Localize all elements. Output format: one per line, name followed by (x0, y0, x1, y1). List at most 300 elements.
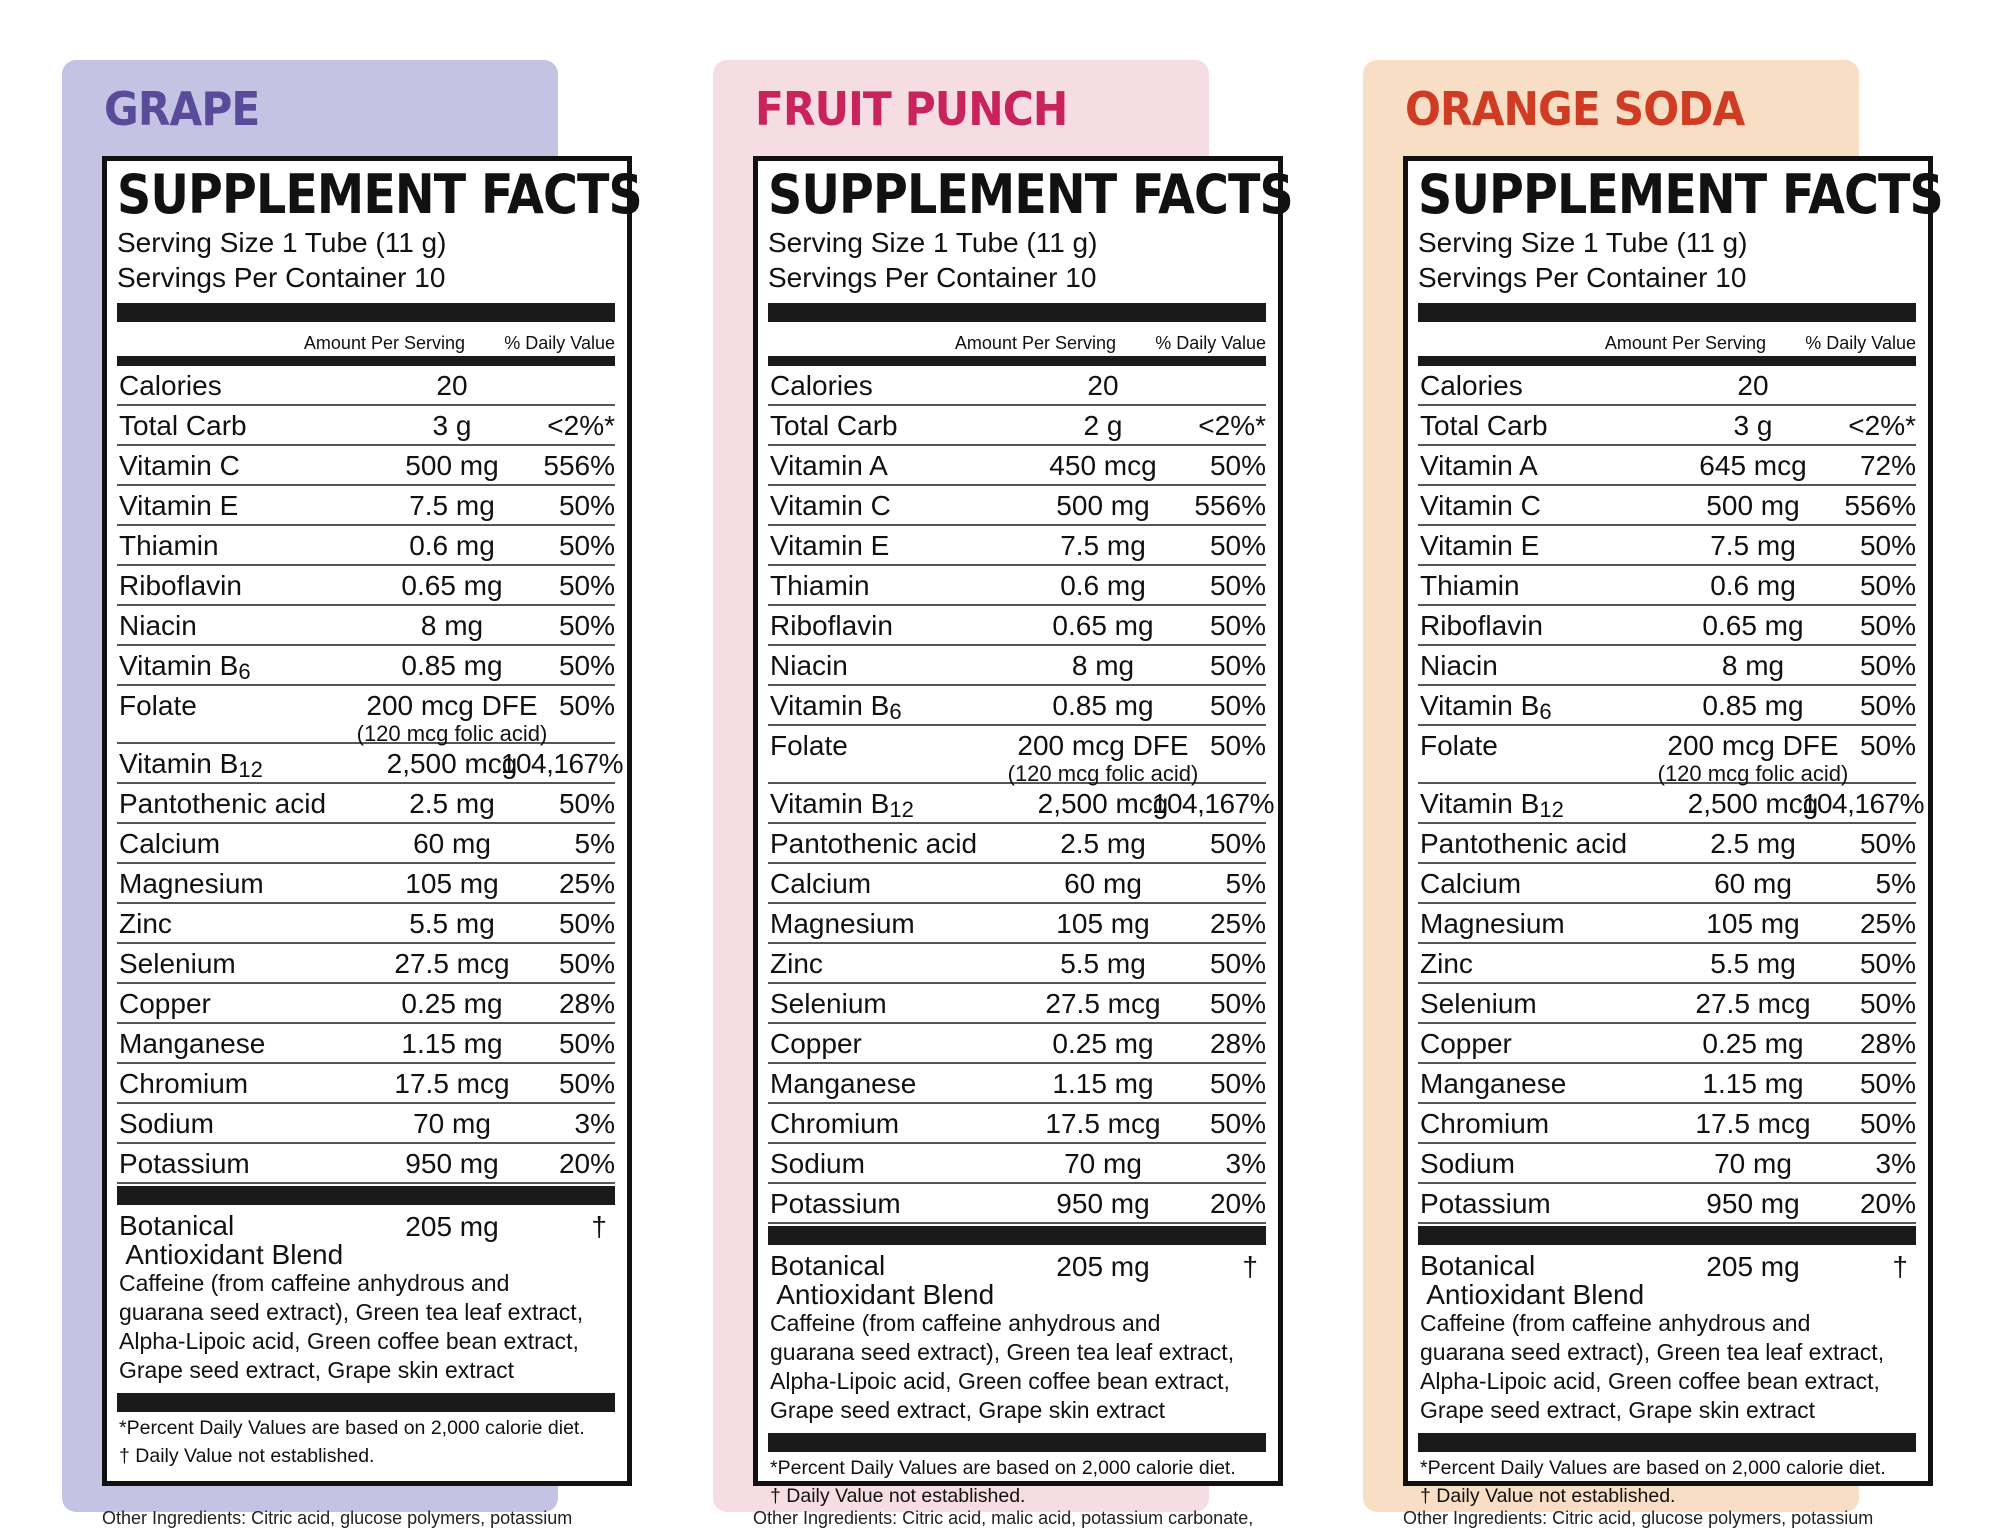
nutrient-name (770, 868, 871, 900)
nutrient-name (770, 610, 893, 642)
nutrient-amount: 60 mg (1064, 868, 1142, 899)
nutrient-name (1420, 948, 1473, 980)
nutrient-row (117, 686, 615, 744)
nutrient-name-text: Copper (119, 988, 211, 1019)
nutrient-amount: 70 mg (413, 1108, 491, 1139)
nutrient-row (1418, 864, 1916, 904)
nutrient-amount: 20 (1737, 370, 1769, 401)
nutrient-name-text: Calories (1420, 370, 1523, 401)
nutrient-row (1418, 446, 1916, 486)
nutrient-name-text: Sodium (770, 1148, 865, 1179)
botanical-name (1420, 1251, 1644, 1309)
nutrient-name (119, 788, 326, 820)
nutrient-name-text: Thiamin (1420, 570, 1520, 601)
nutrient-name (770, 788, 914, 823)
nutrient-name (119, 948, 236, 980)
serving-size: Serving Size 1 Tube (11 g) (117, 227, 447, 258)
nutrient-daily-value: 50% (558, 1068, 615, 1099)
ingredient-line: guarana seed extract), Green tea leaf extract, (1420, 1339, 1885, 1365)
nutrient-row (768, 406, 1266, 446)
botanical-amount: 205 mg (1056, 1251, 1150, 1282)
nutrient-daily-value: 556% (543, 450, 615, 481)
nutrient-name-text: Niacin (770, 650, 848, 681)
nutrient-amount: 27.5 mcg (1045, 988, 1161, 1019)
nutrient-row (1418, 824, 1916, 864)
servings-per-container: Servings Per Container 10 (768, 262, 1097, 293)
nutrient-amount: 0.85 mg (1702, 690, 1804, 721)
nutrient-amount: 3 g (432, 410, 472, 441)
nutrient-name-text: Vitamin A (770, 450, 888, 481)
nutrient-daily-value: 5% (1875, 868, 1916, 899)
nutrient-daily-value: 50% (558, 530, 615, 561)
nutrient-row (1418, 1184, 1916, 1224)
nutrient-name (770, 1068, 916, 1100)
nutrient-name (1420, 410, 1548, 442)
divider-thick (1418, 1226, 1916, 1245)
nutrient-amount: 8 mg (420, 610, 484, 641)
nutrient-amount: 105 mg (1056, 908, 1150, 939)
nutrient-daily-value: 72% (1859, 450, 1916, 481)
nutrient-amount: 1.15 mg (1052, 1068, 1154, 1099)
nutrient-amount: 1.15 mg (401, 1028, 503, 1059)
nutrient-name-text: Selenium (119, 948, 236, 979)
nutrient-name (119, 570, 242, 602)
nutrient-row (768, 526, 1266, 566)
nutrient-amount: 0.25 mg (1052, 1028, 1154, 1059)
nutrient-name-text: Copper (770, 1028, 862, 1059)
nutrient-daily-value: 104,167% (500, 748, 623, 779)
nutrient-amount: 2 g (1083, 410, 1123, 441)
divider-thick (1418, 1433, 1916, 1452)
nutrient-row (768, 944, 1266, 984)
nutrient-name-text: Calories (770, 370, 873, 401)
nutrient-name-text: Potassium (770, 1188, 901, 1219)
ingredient-line: Caffeine (from caffeine anhydrous and (770, 1310, 1161, 1336)
nutrient-daily-value: 50% (1859, 570, 1916, 601)
nutrient-daily-value: 50% (1209, 948, 1266, 979)
nutrient-name-text: Sodium (119, 1108, 214, 1139)
nutrient-daily-value: 25% (1209, 908, 1266, 939)
nutrient-daily-value: 50% (1209, 988, 1266, 1019)
nutrient-name (1420, 730, 1498, 762)
nutrient-name (770, 650, 848, 682)
nutrient-row (1418, 566, 1916, 606)
daily-value-header: % Daily Value (1155, 333, 1266, 353)
nutrient-daily-value: 104,167% (1801, 788, 1924, 819)
nutrient-amount: 0.6 mg (1060, 570, 1146, 601)
nutrient-name-text: Magnesium (770, 908, 915, 939)
nutrient-amount: 2,500 mcg (386, 748, 518, 779)
flavor-panel (1363, 0, 1998, 1528)
nutrient-name-text: Copper (1420, 1028, 1512, 1059)
nutrient-name-text: Selenium (1420, 988, 1537, 1019)
nutrient-name (1420, 490, 1541, 522)
nutrient-name (1420, 650, 1498, 682)
nutrient-daily-value: 50% (1209, 1108, 1266, 1139)
nutrient-daily-value: 20% (1859, 1188, 1916, 1219)
nutrient-note: (120 mcg folic acid) (1007, 761, 1199, 786)
nutrient-daily-value: 50% (1209, 690, 1266, 721)
ingredient-line: Caffeine (from caffeine anhydrous and (1420, 1310, 1811, 1336)
nutrient-amount: 0.85 mg (401, 650, 503, 681)
nutrient-daily-value: 50% (1209, 530, 1266, 561)
botanical-name (119, 1211, 343, 1269)
nutrient-row (117, 646, 615, 686)
nutrient-amount: 8 mg (1071, 650, 1135, 681)
nutrient-amount: 950 mg (1706, 1188, 1800, 1219)
nutrient-subscript: 12 (238, 757, 263, 782)
ingredient-line: Alpha-Lipoic acid, Green coffee bean extract, (119, 1328, 579, 1354)
nutrient-amount: 27.5 mcg (1695, 988, 1811, 1019)
nutrient-daily-value: 50% (558, 788, 615, 819)
nutrient-name-text: Calcium (770, 868, 872, 899)
nutrient-name-text: Niacin (119, 610, 197, 641)
nutrient-name-text: Vitamin C (770, 490, 891, 521)
nutrient-name (119, 450, 240, 482)
nutrient-amount: 20 (1087, 370, 1119, 401)
nutrient-name-text: Pantothenic acid (119, 788, 327, 819)
nutrient-name (119, 410, 247, 442)
nutrient-daily-value: 50% (1859, 828, 1916, 859)
nutrient-name (1420, 530, 1539, 562)
nutrient-row (1418, 784, 1924, 824)
nutrient-daily-value: <2%* (547, 410, 615, 441)
amount-per-serving-header: Amount Per Serving (954, 333, 1116, 353)
nutrient-name (770, 1148, 865, 1180)
divider-thick (768, 1226, 1266, 1245)
nutrient-amount: 8 mg (1721, 650, 1785, 681)
nutrient-amount: 17.5 mcg (394, 1068, 510, 1099)
nutrient-daily-value: 50% (558, 650, 615, 681)
nutrient-subscript: 6 (238, 659, 251, 684)
nutrient-daily-value: 50% (1209, 828, 1266, 859)
divider-thick (768, 303, 1266, 322)
nutrient-row (117, 784, 615, 824)
footnote-daily-values: *Percent Daily Values are based on 2,000 calorie diet. (770, 1457, 1236, 1479)
nutrient-daily-value: 25% (558, 868, 615, 899)
nutrient-note: (120 mcg folic acid) (356, 721, 548, 746)
nutrient-row (768, 984, 1266, 1024)
nutrient-row (1418, 1024, 1916, 1064)
nutrient-name-text: Calories (119, 370, 222, 401)
nutrient-amount: 950 mg (1056, 1188, 1150, 1219)
botanical-name-line1: Botanical (1420, 1250, 1536, 1281)
nutrient-row (1418, 944, 1916, 984)
nutrient-daily-value: 50% (1209, 450, 1266, 481)
nutrient-daily-value: 50% (1859, 1108, 1916, 1139)
nutrient-row (768, 1144, 1266, 1184)
blend-ingredients (770, 1309, 1266, 1425)
nutrient-daily-value: 50% (558, 610, 615, 641)
nutrient-row (1418, 1104, 1916, 1144)
nutrient-amount: 2.5 mg (1710, 828, 1796, 859)
nutrient-name (1420, 1148, 1515, 1180)
nutrient-amount: 200 mcg DFE (366, 690, 538, 721)
amount-per-serving-header: Amount Per Serving (1604, 333, 1766, 353)
nutrient-name-text: Calcium (119, 828, 221, 859)
nutrient-amount: 5.5 mg (1060, 948, 1146, 979)
nutrient-amount: 7.5 mg (1060, 530, 1146, 561)
nutrient-row (1418, 726, 1916, 784)
nutrient-name (770, 450, 888, 482)
flavor-panel (713, 0, 1353, 1528)
botanical-amount: 205 mg (1706, 1251, 1800, 1282)
nutrient-name (770, 370, 873, 402)
nutrient-name-text: Riboflavin (1420, 610, 1543, 641)
nutrient-row (768, 606, 1266, 646)
dagger-mark: † (1892, 1251, 1908, 1282)
nutrient-name-text: Chromium (770, 1108, 900, 1139)
nutrient-row (1418, 366, 1916, 406)
nutrient-row (117, 1144, 615, 1184)
nutrient-amount: 0.65 mg (1052, 610, 1154, 641)
facts-title: SUPPLEMENT FACTS (1418, 163, 1943, 226)
nutrient-name (119, 828, 220, 860)
nutrient-amount: 2,500 mcg (1037, 788, 1169, 819)
nutrient-name (1420, 1188, 1551, 1220)
nutrient-row (117, 864, 615, 904)
nutrient-name-text: Vitamin E (1420, 530, 1540, 561)
nutrient-row (1418, 406, 1916, 446)
divider-medium (768, 356, 1266, 366)
nutrient-row (1418, 646, 1916, 686)
nutrient-row (768, 566, 1266, 606)
nutrient-name (1420, 988, 1537, 1020)
supplement-facts-label (753, 156, 1293, 1507)
nutrient-name-text: Vitamin A (1420, 450, 1538, 481)
nutrient-subscript: 6 (1539, 699, 1552, 724)
nutrient-row (1418, 486, 1916, 526)
blend-ingredients (119, 1269, 615, 1385)
divider-thick (117, 1186, 615, 1205)
nutrient-amount: 1.15 mg (1702, 1068, 1804, 1099)
nutrient-amount: 0.25 mg (1702, 1028, 1804, 1059)
ingredient-line: Grape seed extract, Grape skin extract (119, 1357, 515, 1383)
nutrient-row (117, 984, 615, 1024)
nutrient-name (119, 1028, 265, 1060)
divider-thick (117, 303, 615, 322)
nutrient-amount: 500 mg (405, 450, 499, 481)
nutrient-name (119, 748, 263, 783)
nutrient-daily-value: 50% (558, 1028, 615, 1059)
nutrient-name (1420, 788, 1564, 823)
nutrient-row (1418, 1144, 1916, 1184)
nutrient-name-text: Selenium (770, 988, 887, 1019)
ingredient-line: Grape seed extract, Grape skin extract (770, 1397, 1166, 1423)
nutrient-name-text: Riboflavin (770, 610, 893, 641)
nutrient-name (1420, 1068, 1566, 1100)
nutrient-amount: 2.5 mg (409, 788, 495, 819)
nutrient-name-text: Folate (1420, 730, 1498, 761)
nutrient-name-text: Zinc (1420, 948, 1473, 979)
nutrient-name-text: Folate (119, 690, 197, 721)
supplement-facts-label (102, 156, 642, 1486)
nutrient-amount: 17.5 mcg (1045, 1108, 1161, 1139)
nutrient-name (770, 730, 848, 762)
nutrient-name-text: Vitamin B (119, 748, 239, 779)
nutrient-daily-value: 50% (1859, 530, 1916, 561)
nutrient-row (768, 366, 1266, 406)
nutrient-daily-value: 5% (1225, 868, 1266, 899)
nutrient-name (119, 988, 211, 1020)
nutrient-name-text: Vitamin C (119, 450, 240, 481)
nutrient-amount: 5.5 mg (1710, 948, 1796, 979)
nutrient-name (1420, 828, 1627, 860)
nutrient-name (1420, 450, 1538, 482)
servings-per-container: Servings Per Container 10 (1418, 262, 1747, 293)
nutrient-name-text: Pantothenic acid (770, 828, 978, 859)
facts-title: SUPPLEMENT FACTS (768, 163, 1293, 226)
blend-ingredients (1420, 1309, 1916, 1425)
nutrient-name (119, 690, 197, 722)
nutrient-daily-value: 28% (558, 988, 615, 1019)
nutrient-row (117, 904, 615, 944)
facts-title: SUPPLEMENT FACTS (117, 163, 642, 226)
nutrient-daily-value: 3% (574, 1108, 615, 1139)
divider-thick (768, 1433, 1266, 1452)
nutrient-name (119, 1148, 250, 1180)
nutrient-amount: 70 mg (1714, 1148, 1792, 1179)
nutrient-amount: 2.5 mg (1060, 828, 1146, 859)
nutrient-daily-value: 50% (1859, 730, 1916, 761)
nutrient-row (768, 1024, 1266, 1064)
nutrient-daily-value: 50% (1859, 1068, 1916, 1099)
nutrient-row (117, 566, 615, 606)
nutrient-amount: 0.85 mg (1052, 690, 1154, 721)
botanical-name-line1: Botanical (770, 1250, 886, 1281)
nutrient-daily-value: 3% (1225, 1148, 1266, 1179)
nutrient-daily-value: 556% (1844, 490, 1916, 521)
divider-medium (1418, 356, 1916, 366)
ingredient-line: Alpha-Lipoic acid, Green coffee bean extract, (770, 1368, 1230, 1394)
nutrient-name (1420, 690, 1552, 725)
footnote-dagger: † Daily Value not established. (770, 1485, 1026, 1507)
nutrient-daily-value: 50% (1209, 650, 1266, 681)
nutrient-name-text: Potassium (119, 1148, 250, 1179)
nutrient-row (768, 864, 1266, 904)
nutrient-row (1418, 686, 1916, 726)
nutrient-row (768, 1104, 1266, 1144)
nutrient-name (1420, 610, 1543, 642)
nutrient-name (770, 490, 891, 522)
footnote-dagger: † Daily Value not established. (119, 1445, 375, 1467)
nutrient-name-text: Vitamin B (770, 788, 890, 819)
nutrient-amount: 500 mg (1056, 490, 1150, 521)
other-ingredients: Other Ingredients: Citric acid, glucose polymers, potassium (102, 1508, 573, 1528)
nutrient-row (117, 944, 615, 984)
nutrient-name-text: Magnesium (119, 868, 264, 899)
column-header (1418, 322, 1916, 356)
serving-size: Serving Size 1 Tube (11 g) (1418, 227, 1748, 258)
nutrient-daily-value: <2%* (1848, 410, 1916, 441)
nutrient-daily-value: 104,167% (1151, 788, 1274, 819)
nutrient-name (119, 1108, 214, 1140)
nutrient-row (117, 486, 615, 526)
nutrient-daily-value: 5% (574, 828, 615, 859)
nutrient-name-text: Riboflavin (119, 570, 242, 601)
nutrient-daily-value: 50% (1859, 988, 1916, 1019)
ingredient-line: guarana seed extract), Green tea leaf extract, (770, 1339, 1235, 1365)
nutrient-amount: 950 mg (405, 1148, 499, 1179)
nutrient-amount: 200 mcg DFE (1667, 730, 1839, 761)
nutrient-amount: 20 (436, 370, 468, 401)
nutrient-name-text: Calcium (1420, 868, 1522, 899)
nutrient-amount: 60 mg (413, 828, 491, 859)
nutrient-name-text: Vitamin B (1420, 690, 1540, 721)
dagger-mark: † (1242, 1251, 1258, 1282)
nutrient-name (770, 530, 889, 562)
nutrient-row (768, 446, 1266, 486)
nutrient-daily-value: 50% (1859, 650, 1916, 681)
nutrient-amount: 2,500 mcg (1687, 788, 1819, 819)
nutrient-name-text: Vitamin B (1420, 788, 1540, 819)
nutrient-name (770, 1028, 862, 1060)
nutrient-name (119, 868, 264, 900)
nutrient-row (1418, 984, 1916, 1024)
nutrient-daily-value: 25% (1859, 908, 1916, 939)
nutrient-row (117, 526, 615, 566)
nutrient-name (770, 1188, 901, 1220)
nutrient-row (768, 1184, 1266, 1224)
ingredient-line: Alpha-Lipoic acid, Green coffee bean extract, (1420, 1368, 1880, 1394)
nutrient-row (768, 784, 1274, 824)
botanical-name (770, 1251, 994, 1309)
nutrient-name (770, 1108, 899, 1140)
nutrient-amount: 3 g (1733, 410, 1773, 441)
column-header (768, 322, 1266, 356)
nutrient-name (770, 410, 898, 442)
nutrient-row (117, 406, 615, 446)
flavor-title: FRUIT PUNCH (755, 82, 1068, 136)
nutrient-row (117, 366, 615, 406)
nutrient-daily-value: 50% (1209, 730, 1266, 761)
nutrient-subscript: 6 (889, 699, 902, 724)
other-ingredients: Other Ingredients: Citric acid, glucose polymers, potassium (1403, 1508, 1874, 1528)
nutrient-name (770, 690, 902, 725)
nutrient-daily-value: 50% (558, 908, 615, 939)
nutrient-name-text: Total Carb (1420, 410, 1548, 441)
nutrient-row (768, 646, 1266, 686)
nutrient-name-text: Total Carb (119, 410, 247, 441)
nutrient-amount: 27.5 mcg (394, 948, 510, 979)
nutrient-daily-value: 50% (1859, 610, 1916, 641)
nutrient-amount: 70 mg (1064, 1148, 1142, 1179)
botanical-amount: 205 mg (405, 1211, 499, 1242)
footnote-daily-values: *Percent Daily Values are based on 2,000 calorie diet. (1420, 1457, 1886, 1479)
nutrient-name-text: Manganese (1420, 1068, 1567, 1099)
nutrient-name (770, 988, 887, 1020)
nutrient-subscript: 12 (1539, 797, 1564, 822)
nutrient-name (119, 1068, 248, 1100)
nutrient-row (117, 1064, 615, 1104)
botanical-row (768, 1245, 1266, 1310)
nutrient-name-text: Vitamin C (1420, 490, 1541, 521)
nutrient-daily-value: 20% (558, 1148, 615, 1179)
nutrient-amount: 0.65 mg (401, 570, 503, 601)
nutrient-row (1418, 1064, 1916, 1104)
amount-per-serving-header: Amount Per Serving (303, 333, 465, 353)
nutrient-name-text: Niacin (1420, 650, 1498, 681)
nutrient-row (768, 1064, 1266, 1104)
nutrient-name (1420, 1108, 1549, 1140)
nutrient-name-text: Pantothenic acid (1420, 828, 1628, 859)
nutrient-name-text: Total Carb (770, 410, 898, 441)
botanical-row (117, 1205, 615, 1270)
nutrient-daily-value: 50% (1209, 1068, 1266, 1099)
nutrient-row (117, 1024, 615, 1064)
ingredient-line: guarana seed extract), Green tea leaf extract, (119, 1299, 584, 1325)
nutrient-amount: 7.5 mg (1710, 530, 1796, 561)
